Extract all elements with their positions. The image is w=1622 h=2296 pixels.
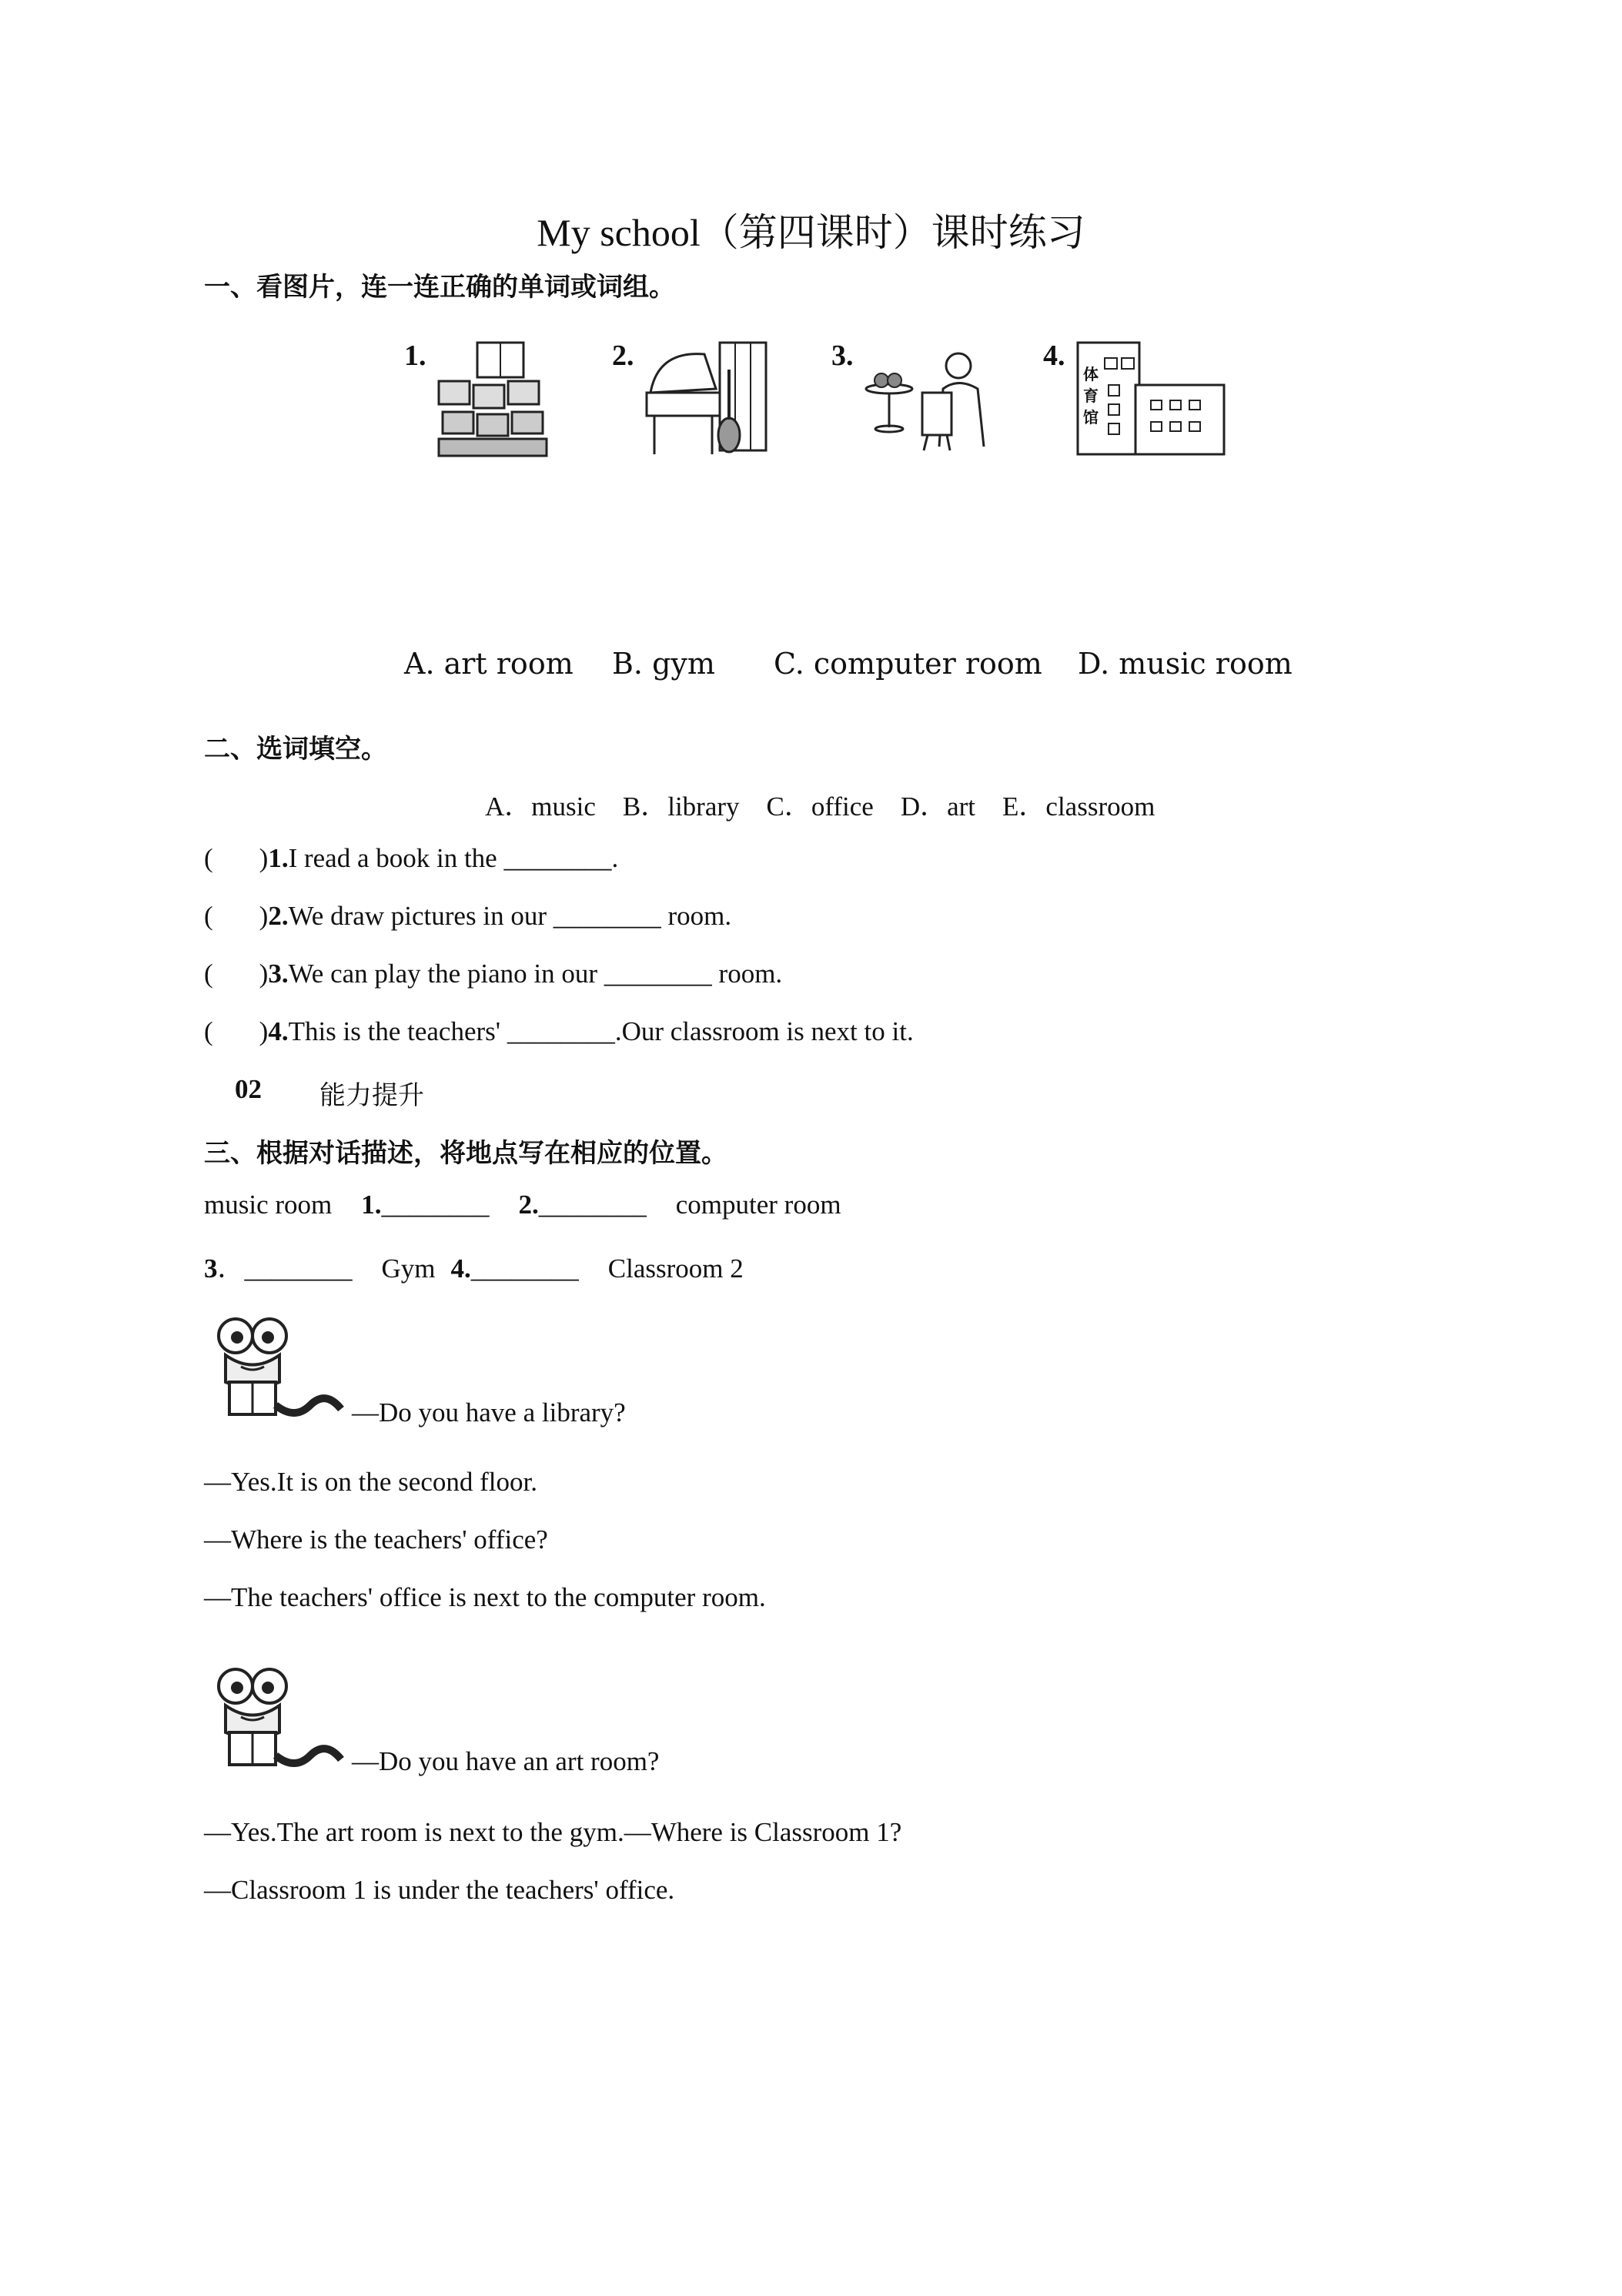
dialog1-line-2: —Yes.It is on the second floor. <box>204 1467 537 1497</box>
picture-2-number: 2. <box>612 340 634 372</box>
section3-heading: 三、根据对话描述，将地点写在相应的位置。 <box>204 1138 727 1169</box>
gym-sign-char-1: 体 <box>1083 365 1099 383</box>
gym-sign-char-2: 育 <box>1083 387 1099 405</box>
fill-row-1: music room 1.________ 2.________ computer room <box>204 1190 841 1220</box>
question-1: ( )1.I read a book in the ________. <box>204 843 619 873</box>
dialog1-line-4: —The teachers' office is next to the computer room. <box>204 1582 766 1612</box>
fill-row-2: 3．________ Gym 4.________ Classroom 2 <box>204 1253 744 1284</box>
computer-room-icon <box>435 339 550 458</box>
picture-3-number: 3. <box>831 340 854 372</box>
bookworm-mascot-icon <box>206 1663 353 1779</box>
dialog2-line-2: —Yes.The art room is next to the gym.—Where is Classroom 1? <box>204 1817 902 1847</box>
question-4: ( )4.This is the teachers' ________.Our classroom is next to it. <box>204 1016 914 1046</box>
word-bank: A．music B．library C．office D．art E．classroom <box>485 792 1155 822</box>
option-d: D. music room <box>1078 647 1293 681</box>
picture-4-number: 4. <box>1043 340 1065 372</box>
gym-building-icon <box>1074 339 1228 458</box>
gym-sign-char-3: 馆 <box>1083 408 1099 427</box>
art-room-icon <box>862 346 989 454</box>
level-number: 02 <box>235 1074 262 1104</box>
dialog1-line-1: —Do you have a library? <box>352 1397 626 1427</box>
picture-1-number: 1. <box>404 340 426 372</box>
question-2: ( )2.We draw pictures in our ________ room. <box>204 901 732 931</box>
question-3: ( )3.We can play the piano in our ________ room. <box>204 959 783 989</box>
dialog1-line-3: —Where is the teachers' office? <box>204 1525 548 1555</box>
section1-heading: 一、看图片，连一连正确的单词或词组。 <box>204 272 675 303</box>
option-b: B. gym <box>612 647 715 681</box>
section2-heading: 二、选词填空。 <box>204 734 387 765</box>
page-title: My school（第四课时）课时练习 <box>537 211 1085 254</box>
music-room-icon <box>643 339 770 458</box>
option-c: C. computer room <box>774 647 1042 681</box>
option-a: A. art room <box>404 647 574 681</box>
dialog2-line-1: —Do you have an art room? <box>352 1746 660 1776</box>
dialog2-line-3: —Classroom 1 is under the teachers' office. <box>204 1875 675 1905</box>
bookworm-mascot-icon <box>206 1313 353 1428</box>
level-label: 能力提升 <box>319 1080 424 1111</box>
